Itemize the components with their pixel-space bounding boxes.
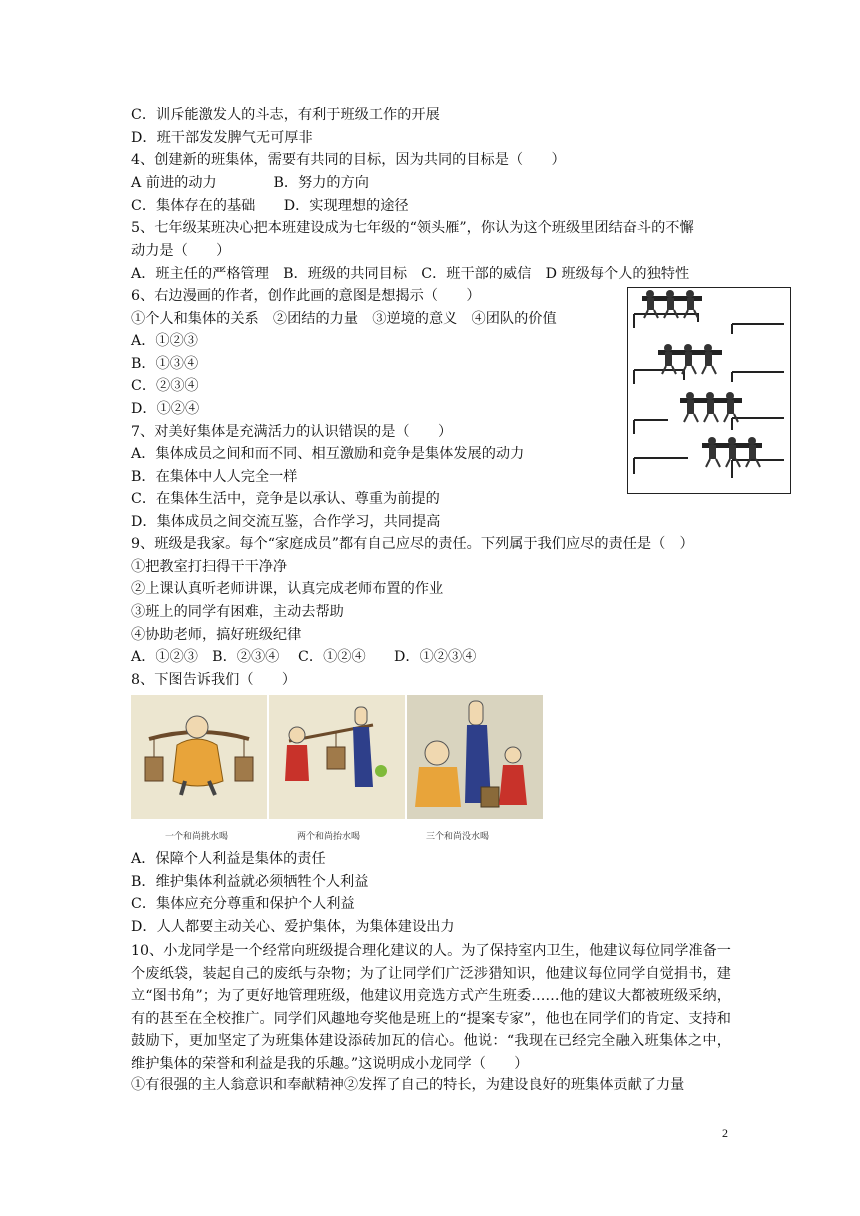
text-line: A．保障个人利益是集体的责任 [131,851,326,867]
question-5: 5、七年级某班决心把本班建设成为七年级的“领头雁”，你认为这个班级里团结奋斗的不懈 [131,220,694,236]
text-line: A．①②③ [131,333,198,349]
text-line: ④协助老师，搞好班级纪律 [131,627,302,643]
page-number: 2 [722,1126,728,1140]
text-line: ①个人和集体的关系 ②团结的力量 ③逆境的意义 ④团队的价值 [131,311,557,327]
text-line: C．训斥能激发人的斗志，有利于班级工作的开展 [131,107,440,123]
caption-one-monk: 一个和尚挑水喝 [165,832,229,842]
text-line: A 前进的动力 B．努力的方向 [131,175,369,191]
question-9: 9、班级是我家。每个“家庭成员”都有自己应尽的责任。下列属于我们应尽的责任是（ ） [131,536,694,552]
text-line: C．在集体生活中，竞争是以承认、尊重为前提的 [131,491,440,507]
text-line: B．①③④ [131,356,199,372]
question-10: 10、小龙同学是一个经常向班级提合理化建议的人。为了保持室内卫生，他建议每位同学准备一个废纸袋，装起自己的废纸与杂物；为了让同学们广泛涉猎知识，他建议每位同学自觉捐书，建立“图书角”；为了更好地管理班级，他建议用竞选方式产生班委……他的建议大都被班级采纳，有的甚至在全校推广。同学们风趣地夸奖他是班上的“提案专家”，他也在同学们的肯定、支持和鼓励下，更加坚定了为班集体建设添砖加瓦的信心。他说：“我现在已经完全融入班集体之中，维护集体的荣誉和利益是我的乐趣。”这说明成小龙同学（ ） [131,943,731,1072]
question-8: 8、下图告诉我们（ ） [131,672,297,688]
text-line: D．班干部发发脾气无可厚非 [131,130,313,146]
question-4: 4、创建新的班集体，需要有共同的目标，因为共同的目标是（ ） [131,152,566,168]
text-line: ③班上的同学有困难，主动去帮助 [131,604,344,620]
text-line: A．班主任的严格管理 B．班级的共同目标 C．班干部的威信 D 班级每个人的独特性 [131,266,690,282]
text-line: B．维护集体利益就必须牺牲个人利益 [131,874,369,890]
question-7: 7、对美好集体是充满活力的认识错误的是（ ） [131,424,453,440]
text-line: B．在集体中人人完全一样 [131,469,298,485]
three-monks-panel [407,695,543,819]
text-line: C．②③④ [131,378,199,394]
text-line: ①有很强的主人翁意识和奉献精神②发挥了自己的特长，为建设良好的班集体贡献了力量 [131,1077,685,1093]
text-line: ①把教室打扫得干干净净 [131,559,288,575]
text-line: C．集体存在的基础 D．实现理想的途径 [131,198,409,214]
text-line: 动力是（ ） [131,243,231,259]
text-line: D．集体成员之间交流互鉴，合作学习，共同提高 [131,514,441,530]
question-6: 6、右边漫画的作者，创作此画的意图是想揭示（ ） [131,288,481,304]
caption-two-monks: 两个和尚抬水喝 [297,832,361,842]
teamwork-comic-image [627,287,791,494]
teamwork-comic-drawing [628,288,790,493]
text-line: ②上课认真听老师讲课，认真完成老师布置的作业 [131,581,444,597]
text-line: A．集体成员之间和而不同、相互激励和竞争是集体发展的动力 [131,446,525,462]
text-line: D．人人都要主动关心、爱护集体，为集体建设出力 [131,919,455,935]
caption-three-monks: 三个和尚没水喝 [426,832,490,842]
text-line: D．①②④ [131,401,200,417]
three-monks-cartoon [131,695,543,819]
text-line: C．集体应充分尊重和保护个人利益 [131,896,355,912]
one-monk-panel [131,695,267,819]
text-line: A．①②③ B．②③④ C．①②④ D．①②③④ [131,649,477,665]
two-monks-panel [269,695,405,819]
